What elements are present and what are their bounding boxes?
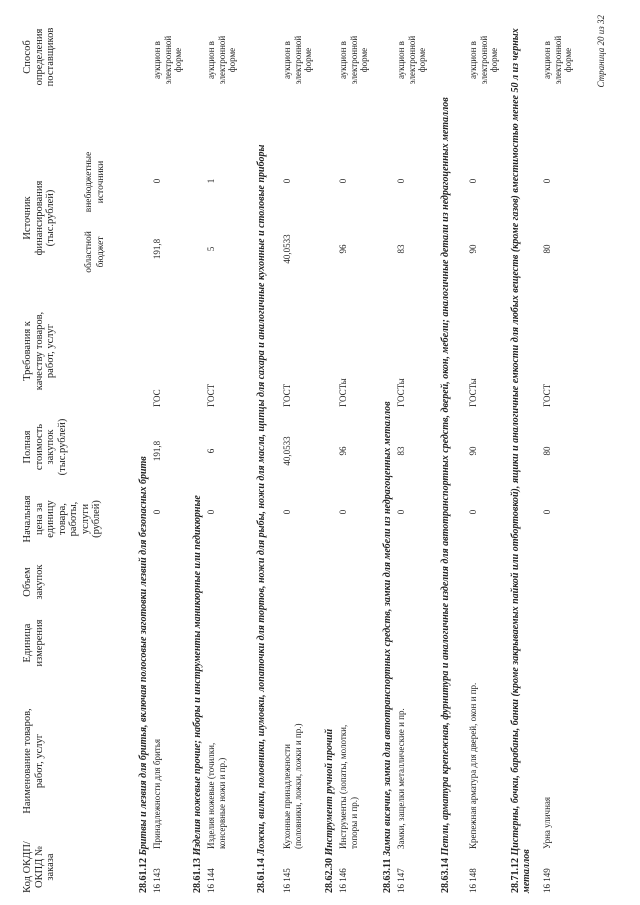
row-full: 96 — [338, 446, 348, 456]
row-num: 16 143 — [152, 868, 162, 893]
row-regional: 90 — [468, 244, 478, 254]
row-num: 16 146 — [338, 868, 348, 893]
row-full: 6 — [206, 448, 216, 454]
row-full: 83 — [396, 446, 406, 456]
row-name: Изделия ножевые (точилки, консервные ножи и пр.) — [206, 742, 227, 849]
row-regional: 40,0533 — [282, 234, 292, 264]
group-code: 28.61.12 — [138, 858, 149, 893]
group-title — [510, 13, 532, 893]
group-code: 28.61.14 — [256, 858, 267, 893]
group-code: 28.63.11 — [382, 858, 393, 893]
group-name: Петли, арматура крепежная, фурнитура и аналогичные изделия для автотранспортных средств, дверей, окон, мебели; аналогичные детали из недрагоценных металлов — [440, 97, 451, 856]
header-volume: Объем закупок — [22, 564, 45, 600]
row-name: Инструменты (лопаты, молотки, топоры и пр.) — [338, 724, 359, 849]
group-code: 28.71.12 — [510, 858, 521, 893]
group-title — [192, 13, 203, 893]
group-title — [138, 13, 149, 893]
row-price: 0 — [282, 509, 292, 515]
header-unit: Единица измерения — [22, 619, 45, 667]
row-num: 16 147 — [396, 868, 406, 893]
row-full: 80 — [542, 446, 552, 456]
row-regional: 5 — [206, 246, 216, 252]
group-title — [440, 13, 451, 893]
header-source: Источник финансирования (тыс.рублей) — [22, 180, 56, 256]
header-full-cost: Полная стоимость закупок (тыс.рублей) — [22, 418, 68, 476]
group-code: 28.62.30 — [324, 858, 335, 893]
row-name: Урна уличная — [542, 796, 552, 849]
group-title — [256, 13, 267, 893]
row-method: аукцион в электронной форме — [282, 35, 313, 85]
row-method: аукцион в электронной форме — [338, 35, 369, 85]
group-name: Замки висячие, замки для автотранспортных средств, замки для мебели из недрагоценных металлов — [382, 401, 393, 857]
row-method: аукцион в электронной форме — [206, 35, 237, 85]
row-req: ГОС — [152, 389, 162, 407]
row-method: аукцион в электронной форме — [152, 35, 183, 85]
row-price: 0 — [542, 509, 552, 515]
row-req: ГОСТ — [206, 383, 216, 407]
row-name: Кухонные принадлежности (половники, ложки, ложки и пр.) — [282, 723, 303, 849]
row-price: 0 — [468, 509, 478, 515]
row-price: 0 — [206, 509, 216, 515]
row-name: Крепежная арматура для дверей, окон и пр. — [468, 682, 478, 849]
row-name: Замки, защелки металлические и пр. — [396, 708, 406, 849]
header-name: Наименование товаров, работ, услуг — [22, 708, 45, 814]
row-req: ГОСТ — [282, 383, 292, 407]
row-price: 0 — [396, 509, 406, 515]
row-req: ГОСТы — [338, 378, 348, 407]
row-offbudget: 0 — [396, 178, 406, 184]
row-regional: 191,8 — [152, 238, 162, 260]
group-title — [382, 13, 393, 893]
group-name: Бритвы и лезвия для бритья, включая полосовые заготовки лезвий для безопасных бритв — [138, 456, 149, 856]
row-method: аукцион в электронной форме — [542, 35, 573, 85]
row-price: 0 — [338, 509, 348, 515]
row-name: Принадлежности для бритья — [152, 739, 162, 849]
row-full: 90 — [468, 446, 478, 456]
row-num: 16 148 — [468, 868, 478, 893]
row-num: 16 145 — [282, 868, 292, 893]
group-code: 28.61.13 — [192, 858, 203, 893]
group-name: Изделия ножевые прочие; наборы и инструменты маникюрные или педикюрные — [192, 495, 203, 856]
row-full: 40,0533 — [282, 436, 292, 466]
page-number: Страница 20 из 32 — [596, 15, 606, 88]
group-name: Ложки, вилки, половники, шумовки, лопаточки для тортов, ножи для рыбы, ножи для масла, щипцы для сахара и аналогичные кухонные и столовые приборы — [256, 144, 267, 856]
row-offbudget: 0 — [542, 178, 552, 184]
header-initial-price: Начальная цена за единицу товара, работы, услуги (рублей) — [22, 495, 102, 543]
row-method: аукцион в электронной форме — [468, 35, 499, 85]
header-code: Код ОКДП/ ОКПД № заказа — [22, 841, 56, 893]
group-code: 28.63.14 — [440, 858, 451, 893]
row-offbudget: 0 — [282, 178, 292, 184]
header-requirements: Требования к качеству товаров, работ, услуг — [22, 311, 56, 391]
group-title — [324, 13, 335, 893]
row-req: ГОСТ — [542, 383, 552, 407]
row-req: ГОСТы — [468, 378, 478, 407]
row-regional: 80 — [542, 244, 552, 254]
row-regional: 83 — [396, 244, 406, 254]
row-num: 16 149 — [542, 868, 552, 893]
header-source-regional: областной бюджет — [84, 231, 106, 273]
group-name: Инструмент ручной прочий — [324, 728, 335, 856]
row-req: ГОСТы — [396, 378, 406, 407]
row-regional: 96 — [338, 244, 348, 254]
row-offbudget: 0 — [468, 178, 478, 184]
row-full: 191,8 — [152, 440, 162, 462]
header-source-offbudget: внебюджетные источники — [84, 151, 106, 213]
row-num: 16 144 — [206, 868, 216, 893]
row-offbudget: 0 — [152, 178, 162, 184]
row-price: 0 — [152, 509, 162, 515]
row-offbudget: 1 — [206, 178, 216, 184]
row-method: аукцион в электронной форме — [396, 35, 427, 85]
row-offbudget: 0 — [338, 178, 348, 184]
header-method: Способ определения поставщиков — [22, 27, 56, 87]
group-name: Цистерны, бочки, барабаны, банки (кроме закрываемых пайкой или отбортовкой), ящики и аналогичные емкости для любых веществ (кроме газов) вместимостью менее 50 л из черных металлов — [510, 28, 532, 893]
